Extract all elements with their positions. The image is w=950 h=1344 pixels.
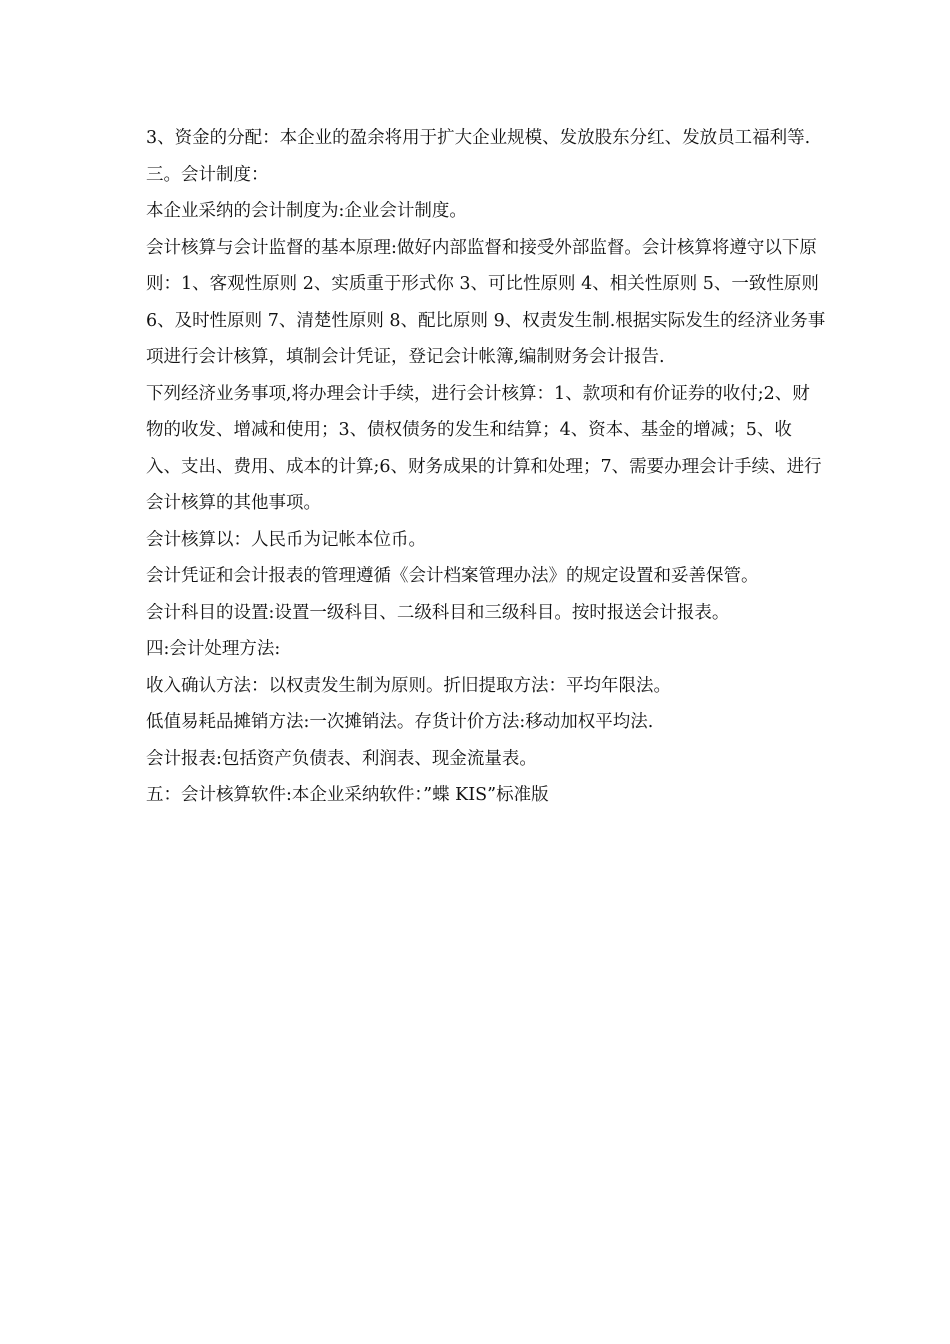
paragraph-accounting-principles: 会计核算与会计监督的基本原理:做好内部监督和接受外部监督。会计核算将遵守以下原则：1、客观性原则 2、实质重于形式你 3、可比性原则 4、相关性原则 5、一致性原则 6、及时性原则 7、清楚性原则 8、配比原则 9、权责发生制.根据实际发生的经济业务事项进行会计核算，填制会计凭证，登记会计帐簿,编制财务会计报告. <box>146 237 826 367</box>
heading-accounting-system: 三。会计制度： <box>146 164 269 185</box>
document-body <box>146 120 826 814</box>
heading-processing-methods: 四:会计处理方法: <box>146 639 281 659</box>
paragraph-currency: 会计核算以：人民币为记帐本位币。 <box>146 529 426 550</box>
paragraph-financial-statements: 会计报表:包括资产负债表、利润表、现金流量表。 <box>146 748 537 769</box>
paragraph-archive-management: 会计凭证和会计报表的管理遵循《会计档案管理办法》的规定设置和妥善保管。 <box>146 566 759 586</box>
paragraph-amortization-inventory: 低值易耗品摊销方法:一次摊销法。存货计价方法:移动加权平均法. <box>146 712 654 732</box>
paragraph-revenue-depreciation: 收入确认方法：以权责发生制为原则。折旧提取方法：平均年限法。 <box>146 675 671 696</box>
paragraph-account-setup: 会计科目的设置:设置一级科目、二级科目和三级科目。按时报送会计报表。 <box>146 602 730 623</box>
paragraph-accounting-software: 五：会计核算软件:本企业采纳软件：”蝶 KIS”标准版 <box>146 785 549 805</box>
paragraph-fund-allocation: 3、资金的分配：本企业的盈余将用于扩大企业规模、发放股东分红、发放员工福利等. <box>146 128 811 148</box>
paragraph-adopted-system: 本企业采纳的会计制度为:企业会计制度。 <box>146 201 467 221</box>
paragraph-business-items: 下列经济业务事项,将办理会计手续，进行会计核算：1、款项和有价证券的收付;2、财物的收发、增减和使用；3、债权债务的发生和结算；4、资本、基金的增减；5、收入、支出、费用、成本的计算;6、财务成果的计算和处理；7、需要办理会计手续、进行会计核算的其他事项。 <box>146 383 822 513</box>
